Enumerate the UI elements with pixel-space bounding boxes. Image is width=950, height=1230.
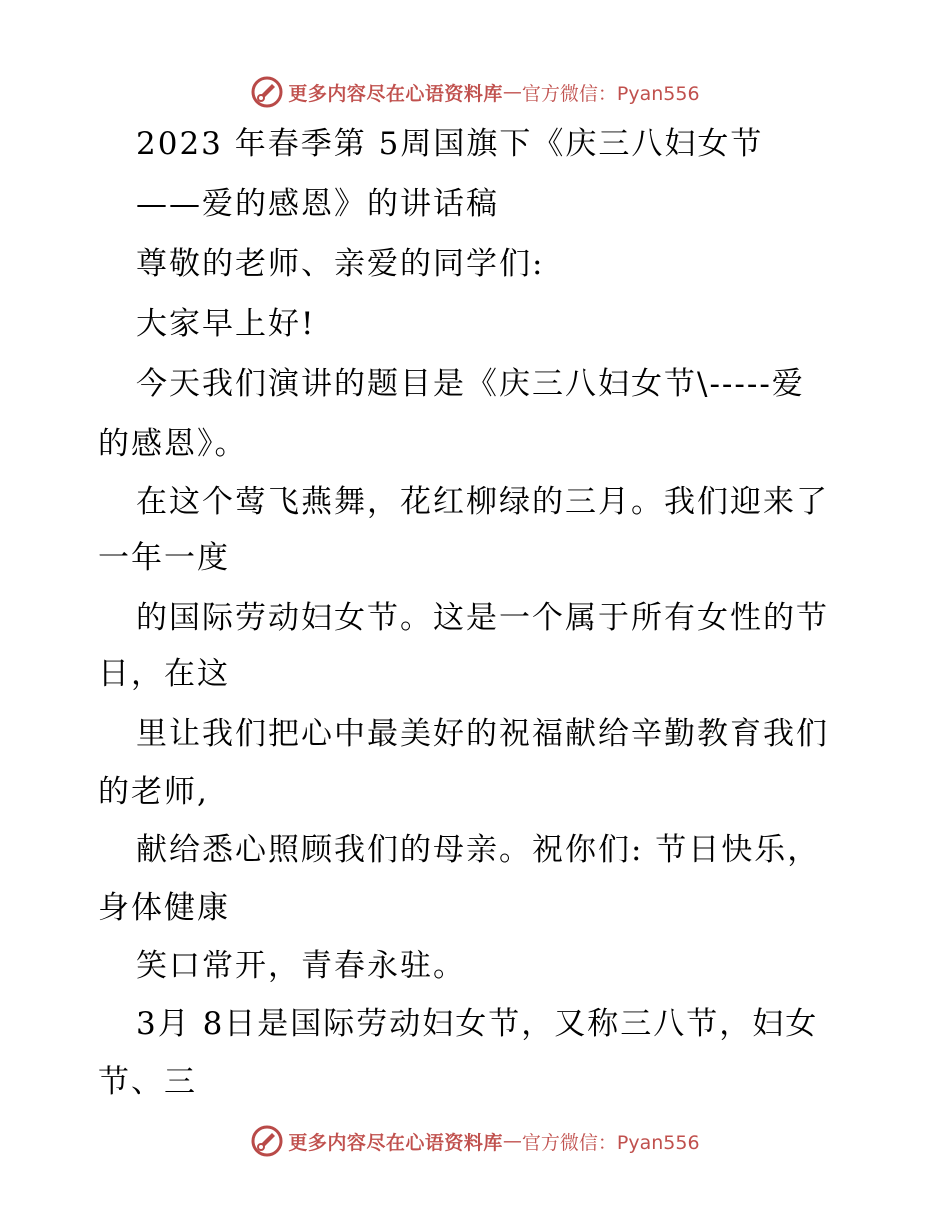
brand-logo-icon bbox=[250, 1124, 284, 1158]
paragraph-1-line-2: 的感恩》。 bbox=[98, 426, 248, 462]
paragraph-3-line-1: 的国际劳动妇女节。这是一个属于所有女性的节 bbox=[136, 600, 829, 636]
banner-separator: — bbox=[502, 1130, 522, 1152]
paragraph-4-line-2: 的老师, bbox=[98, 774, 209, 810]
paragraph-7-line-1: 3月 8日是国际劳动妇女节，又称三八节，妇女 bbox=[136, 1006, 819, 1042]
salutation: 尊敬的老师、亲爱的同学们: bbox=[136, 246, 545, 282]
banner-separator: — bbox=[502, 81, 522, 103]
banner-main-text: 更多内容尽在心语资料库 bbox=[288, 82, 503, 105]
banner-wechat-text: 官方微信：Pyan556 bbox=[521, 82, 700, 105]
paragraph-5-line-1: 献给悉心照顾我们的母亲。祝你们: 节日快乐， bbox=[136, 832, 821, 868]
header-banner bbox=[0, 72, 950, 112]
paragraph-4-line-1: 里让我们把心中最美好的祝福献给辛勤教育我们 bbox=[136, 716, 829, 752]
brand-logo-icon bbox=[250, 75, 284, 109]
banner-wechat-text: 官方微信：Pyan556 bbox=[521, 1131, 700, 1154]
paragraph-7-line-2: 节、三 bbox=[98, 1064, 197, 1100]
paragraph-2-line-1: 在这个莺飞燕舞，花红柳绿的三月。我们迎来了 bbox=[136, 484, 829, 520]
footer-banner bbox=[0, 1121, 950, 1161]
paragraph-1-line-1: 今天我们演讲的题目是《庆三八妇女节\-----爱 bbox=[136, 366, 805, 402]
greeting: 大家早上好! bbox=[136, 306, 316, 342]
banner-main-text: 更多内容尽在心语资料库 bbox=[288, 1131, 503, 1154]
paragraph-2-line-2: 一年一度 bbox=[98, 540, 230, 576]
paragraph-6-line-1: 笑口常开，青春永驻。 bbox=[136, 948, 466, 984]
paragraph-3-line-2: 日，在这 bbox=[98, 656, 230, 692]
document-title-line-2: ——爱的感恩》的讲话稿 bbox=[136, 186, 499, 222]
paragraph-5-line-2: 身体健康 bbox=[98, 890, 230, 926]
document-title-line-1: 2023 年春季第 5周国旗下《庆三八妇女节 bbox=[136, 126, 764, 162]
